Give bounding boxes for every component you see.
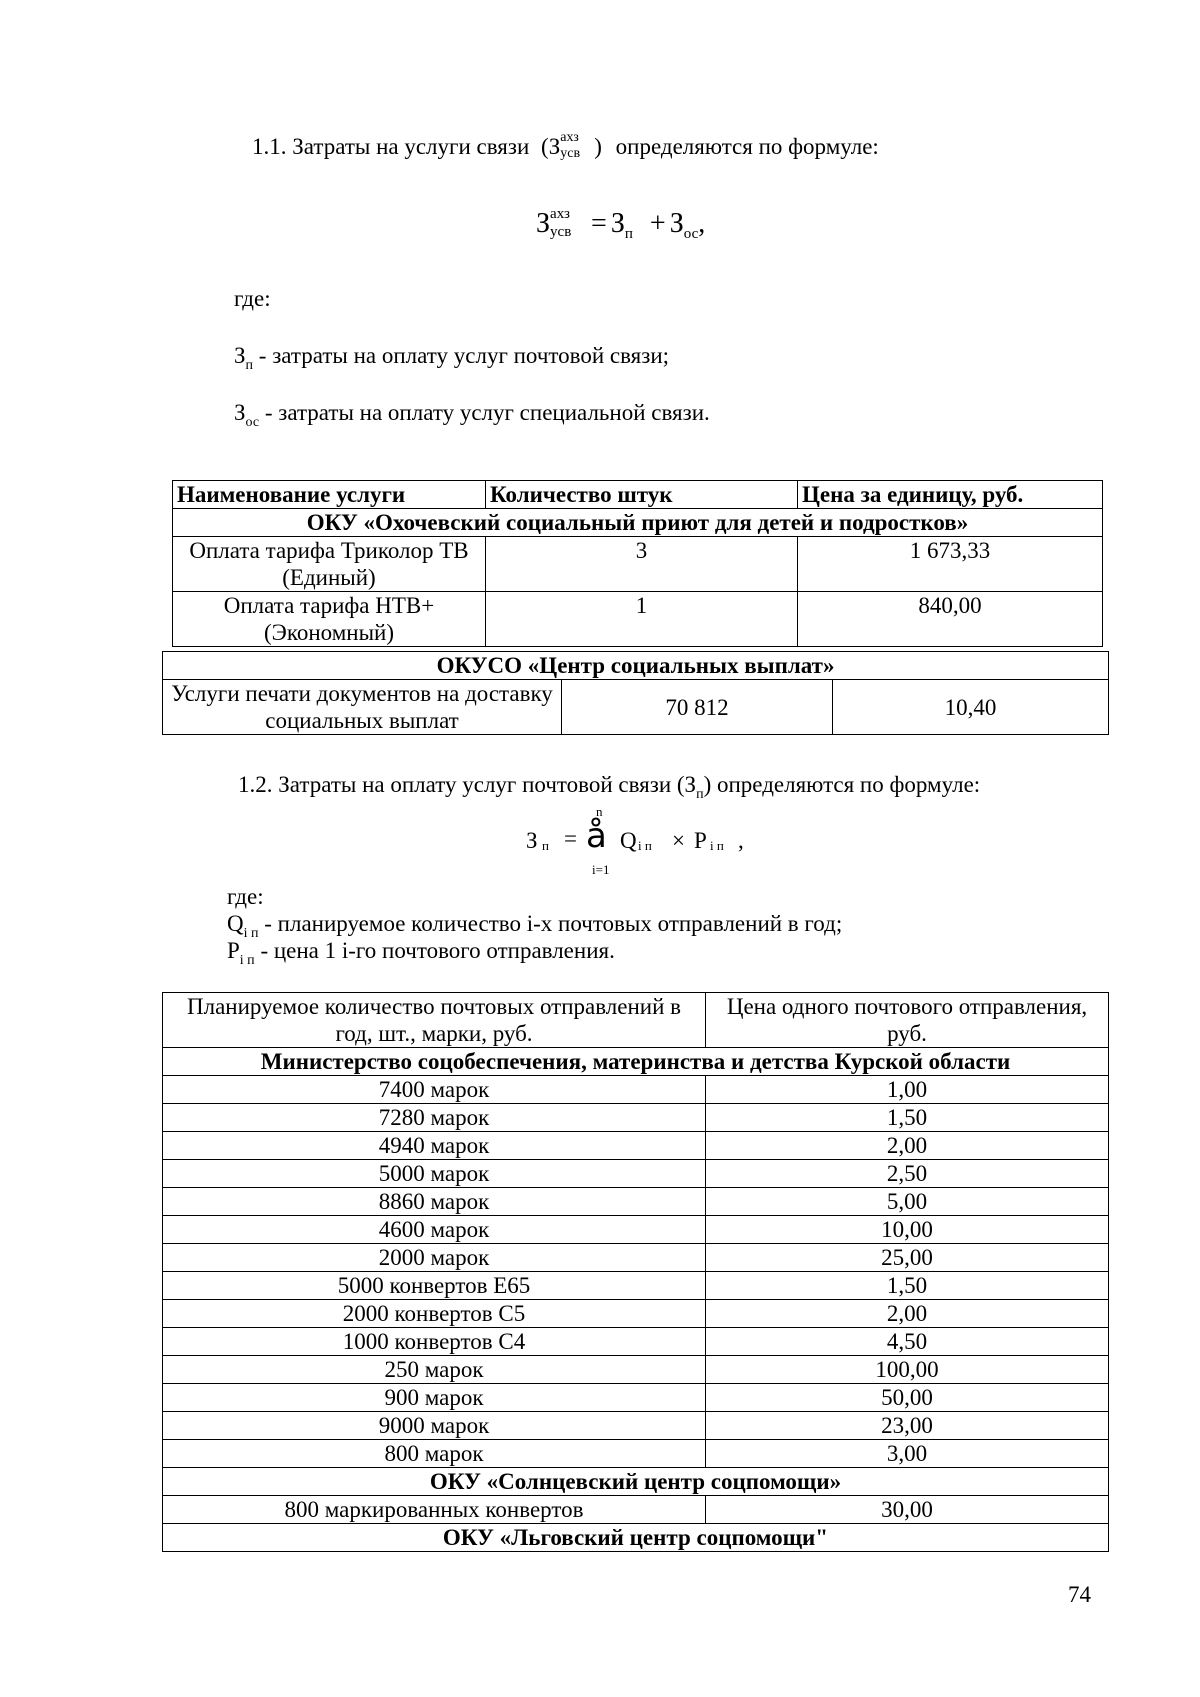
postal-price: 2,50 — [706, 1160, 1109, 1188]
postal-item: 9000 марок — [163, 1412, 706, 1440]
table-row — [163, 1216, 1109, 1244]
service-name: Оплата тарифа НТВ+ (Экономный) — [173, 592, 486, 647]
table-header-row — [163, 993, 1109, 1048]
inline-formula: (З ахз усв ) — [541, 130, 602, 161]
service-qty: 70 812 — [562, 680, 833, 735]
header-quantity: Количество штук — [486, 481, 798, 509]
table-row — [163, 1188, 1109, 1216]
section-1-2-intro: 1.2. Затраты на оплату услуг почтовой связи $(З_п)$ определяются по формуле: — [238, 772, 981, 802]
page-number: 74 — [1068, 1582, 1091, 1607]
postal-price: 25,00 — [706, 1244, 1109, 1272]
group-row — [173, 509, 1103, 537]
group-okuso: ОКУСО «Центр социальных выплат» — [163, 652, 1109, 680]
postal-price: 100,00 — [706, 1356, 1109, 1384]
header-service-name: Наименование услуги — [173, 481, 486, 509]
intro-text: 1.1. Затраты на услуги связи — [252, 134, 530, 159]
table-row — [173, 537, 1103, 592]
group-row — [163, 652, 1109, 680]
service-name: Оплата тарифа Триколор ТВ (Единый) — [173, 537, 486, 592]
definition-zos: $З_{ос}$ - затраты на оплату услуг специальной связи. — [234, 400, 710, 430]
table-row — [173, 592, 1103, 647]
postal-price: 1,00 — [706, 1076, 1109, 1104]
definition-q: $Q_{i п}$ - планируемое количество i-х почтовых отправлений в год; — [227, 911, 843, 941]
services-table-bottom — [162, 651, 1109, 735]
service-qty: 1 — [486, 592, 798, 647]
table-row — [163, 680, 1109, 735]
postal-item: 4600 марок — [163, 1216, 706, 1244]
table-row — [163, 1132, 1109, 1160]
table-row — [163, 1384, 1109, 1412]
postal-price: 50,00 — [706, 1384, 1109, 1412]
postal-item: 5000 конвертов Е65 — [163, 1272, 706, 1300]
postal-price: 5,00 — [706, 1188, 1109, 1216]
service-price: 840,00 — [798, 592, 1103, 647]
postal-item: 1000 конвертов С4 — [163, 1328, 706, 1356]
intro-text-post: определяются по формуле: — [615, 134, 879, 159]
postal-table — [162, 992, 1109, 1552]
table-row — [163, 1300, 1109, 1328]
definition-p: $P_{i п}$ - цена 1 i-го почтового отправления. — [227, 938, 615, 968]
postal-price: 2,00 — [706, 1132, 1109, 1160]
definition-zp: $З_п$ - затраты на оплату услуг почтовой связи; — [234, 343, 670, 373]
sigma-symbol: å — [586, 816, 607, 856]
table-row — [163, 1272, 1109, 1300]
service-qty: 3 — [486, 537, 798, 592]
postal-price: 1,50 — [706, 1272, 1109, 1300]
formula-2: З п = n å i=1 Q i п × P i п , — [526, 804, 744, 877]
table-row — [163, 1244, 1109, 1272]
table-header-row — [173, 481, 1103, 509]
postal-price: 4,50 — [706, 1328, 1109, 1356]
group-row — [163, 1468, 1109, 1496]
postal-price: 2,00 — [706, 1300, 1109, 1328]
table-row — [163, 1104, 1109, 1132]
postal-item: 800 маркированных конвертов — [163, 1496, 706, 1524]
postal-price: 1,50 — [706, 1104, 1109, 1132]
group-row — [163, 1048, 1109, 1076]
postal-item: 8860 марок — [163, 1188, 706, 1216]
table-row — [163, 1440, 1109, 1468]
header-unit-price: Цена за единицу, руб. — [798, 481, 1103, 509]
group-row — [163, 1524, 1109, 1552]
postal-price: 23,00 — [706, 1412, 1109, 1440]
service-price: 1 673,33 — [798, 537, 1103, 592]
postal-item: 7280 марок — [163, 1104, 706, 1132]
group-ministry: Министерство соцобеспечения, материнства и детства Курской области — [163, 1048, 1109, 1076]
where-label-1: где: — [234, 286, 271, 311]
table-row — [163, 1328, 1109, 1356]
postal-item: 2000 марок — [163, 1244, 706, 1272]
header-postage-price: Цена одного почтового отправления, руб. — [706, 993, 1109, 1048]
service-price: 10,40 — [833, 680, 1109, 735]
table-row — [163, 1412, 1109, 1440]
services-table-top — [172, 480, 1103, 647]
group-okhochevsky: ОКУ «Охочевский социальный приют для детей и подростков» — [173, 509, 1103, 537]
table-row — [163, 1496, 1109, 1524]
group-lgovsky: ОКУ «Льговский центр соцпомощи" — [163, 1524, 1109, 1552]
where-label-2: где: — [227, 884, 264, 909]
postal-item: 7400 марок — [163, 1076, 706, 1104]
postal-item: 2000 конвертов С5 — [163, 1300, 706, 1328]
formula-1: З ахз усв = $З_п + З_{ос}$, — [536, 206, 706, 242]
postal-price: 30,00 — [706, 1496, 1109, 1524]
service-name: Услуги печати документов на доставку социальных выплат — [163, 680, 562, 735]
table-row — [163, 1160, 1109, 1188]
postal-item: 250 марок — [163, 1356, 706, 1384]
group-solntsevsky: ОКУ «Солнцевский центр соцпомощи» — [163, 1468, 1109, 1496]
header-planned-quantity: Планируемое количество почтовых отправлений в год, шт., марки, руб. — [163, 993, 706, 1048]
table-row — [163, 1356, 1109, 1384]
section-1-1-intro — [252, 130, 879, 161]
postal-item: 900 марок — [163, 1384, 706, 1412]
postal-item: 800 марок — [163, 1440, 706, 1468]
table-row — [163, 1076, 1109, 1104]
postal-item: 4940 марок — [163, 1132, 706, 1160]
postal-price: 3,00 — [706, 1440, 1109, 1468]
postal-price: 10,00 — [706, 1216, 1109, 1244]
postal-item: 5000 марок — [163, 1160, 706, 1188]
